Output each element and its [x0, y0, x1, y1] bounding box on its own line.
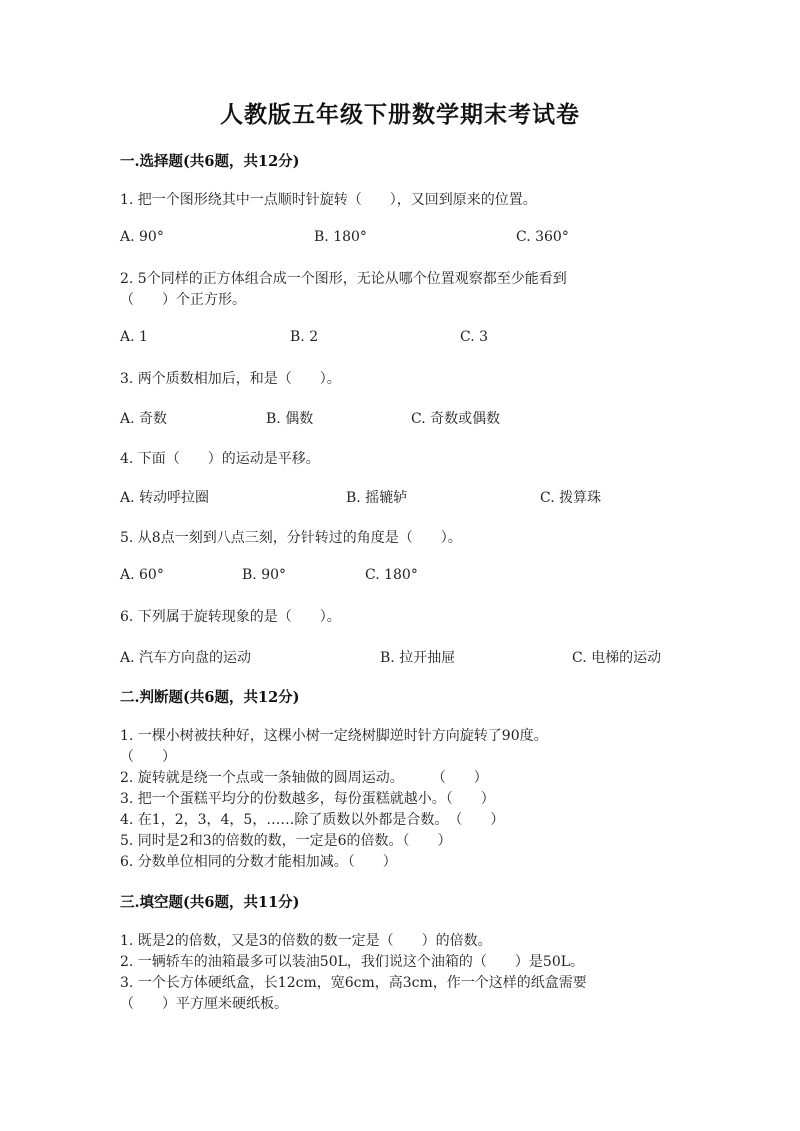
q1-6-option-c: C. 电梯的运动: [572, 650, 662, 666]
q1-5-option-a: A. 60°: [120, 567, 164, 583]
judge-3: 3. 把一个蛋糕平均分的份数越多，每份蛋糕就越小。（ ）: [120, 791, 495, 807]
q1-4-option-a: A. 转动呼拉圈: [120, 490, 210, 506]
fill-3-line2: （ ）平方厘米硬纸板。: [120, 996, 288, 1012]
q1-5-option-b: B. 90°: [242, 567, 287, 583]
q1-2-option-b: B. 2: [290, 329, 319, 345]
q1-3-option-b: B. 偶数: [266, 411, 314, 427]
fill-3-line1: 3. 一个长方体硬纸盒，长12cm，宽6cm，高3cm，作一个这样的纸盒需要: [120, 975, 587, 991]
fill-2: 2. 一辆轿车的油箱最多可以装油50L，我们说这个油箱的（ ）是50L。: [120, 954, 585, 970]
question-1-6: 6. 下列属于旋转现象的是（ ）。: [120, 609, 341, 625]
q1-4-option-b: B. 摇辘轳: [346, 490, 408, 506]
q1-6-option-a: A. 汽车方向盘的运动: [120, 650, 252, 666]
q1-1-option-c: C. 360°: [516, 229, 569, 245]
judge-5: 5. 同时是2和3的倍数的数，一定是6的倍数。（ ）: [120, 833, 452, 849]
q1-3-option-c: C. 奇数或偶数: [411, 411, 501, 427]
section-3-heading: 三.填空题(共6题，共11分): [120, 894, 300, 911]
q1-4-option-c: C. 拨算珠: [540, 490, 602, 506]
judge-1-line1: 1. 一棵小树被扶种好，这棵小树一定绕树脚逆时针方向旋转了90度。: [120, 728, 548, 744]
judge-6: 6. 分数单位相同的分数才能相加减。（ ）: [120, 854, 397, 870]
judge-1-line2: （ ）: [120, 749, 176, 765]
page-title: 人教版五年级下册数学期末考试卷: [220, 101, 580, 128]
judge-2: 2. 旋转就是绕一个点或一条轴做的圆周运动。 （ ）: [120, 770, 488, 786]
section-1-heading: 一.选择题(共6题，共12分): [120, 153, 300, 170]
question-1-2-line2: （ ）个正方形。: [120, 292, 246, 308]
section-2-heading: 二.判断题(共6题，共12分): [120, 689, 300, 706]
q1-3-option-a: A. 奇数: [120, 411, 168, 427]
fill-1: 1. 既是2的倍数，又是3的倍数的数一定是（ ）的倍数。: [120, 933, 492, 949]
question-1-5: 5. 从8点一刻到八点三刻，分针转过的角度是（ ）。: [120, 530, 462, 546]
q1-2-option-c: C. 3: [460, 329, 489, 345]
q1-6-option-b: B. 拉开抽屉: [380, 650, 456, 666]
q1-5-option-c: C. 180°: [365, 567, 418, 583]
question-1-3: 3. 两个质数相加后，和是（ ）。: [120, 371, 341, 387]
question-1-2-line1: 2. 5个同样的正方体组合成一个图形，无论从哪个位置观察都至少能看到: [120, 271, 567, 287]
q1-1-option-b: B. 180°: [314, 229, 367, 245]
question-1-1: 1. 把一个图形绕其中一点顺时针旋转（ ），又回到原来的位置。: [120, 192, 537, 208]
q1-1-option-a: A. 90°: [120, 229, 164, 245]
q1-2-option-a: A. 1: [120, 329, 148, 345]
question-1-4: 4. 下面（ ）的运动是平移。: [120, 451, 320, 467]
judge-4: 4. 在1，2，3，4，5，……除了质数以外都是合数。 （ ）: [120, 812, 505, 828]
